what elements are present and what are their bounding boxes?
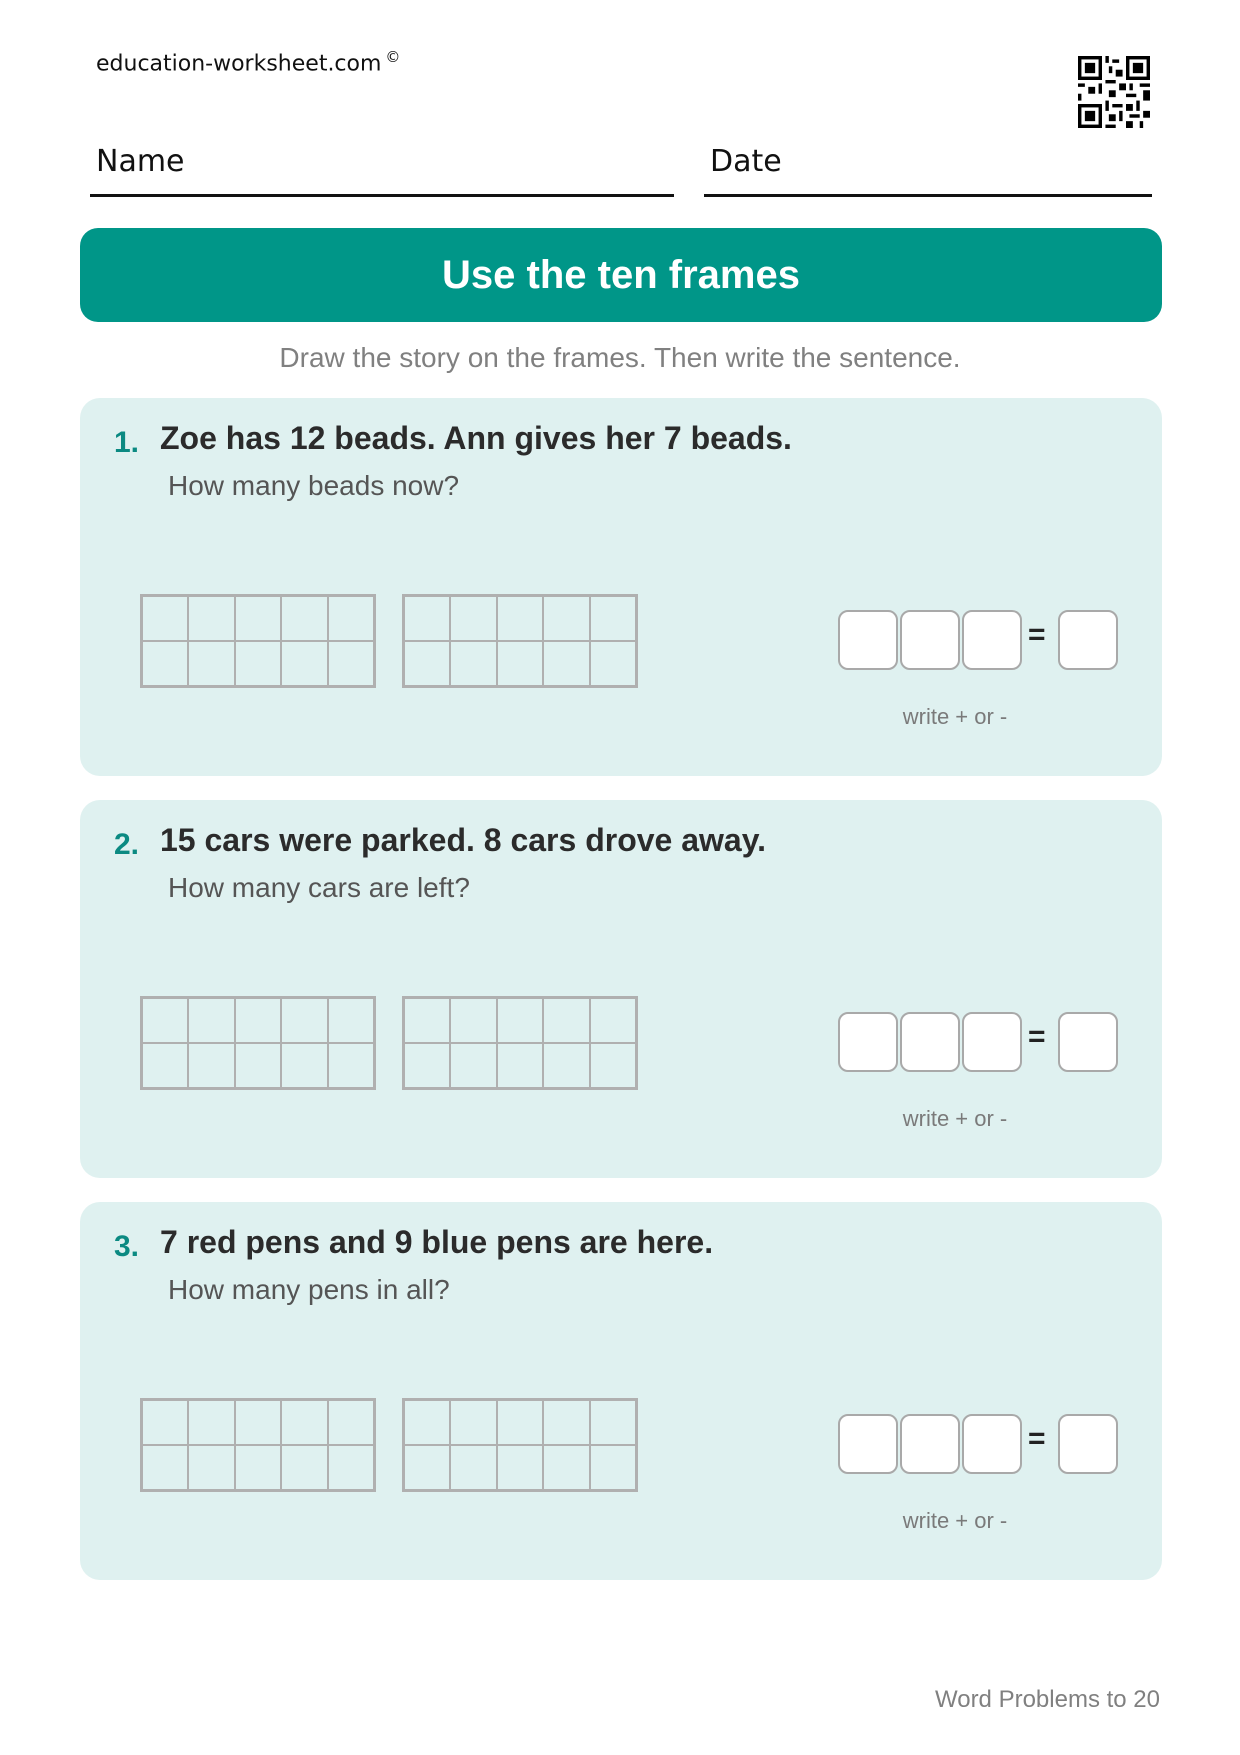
ten-frame-right[interactable] — [402, 594, 638, 688]
ten-frame-right[interactable] — [402, 996, 638, 1090]
ten-frame-cell[interactable] — [328, 596, 374, 641]
answer-box-operator[interactable] — [900, 1012, 960, 1072]
ten-frame-cell[interactable] — [142, 1400, 188, 1445]
copyright-mark: © — [385, 48, 401, 66]
problem-story: 15 cars were parked. 8 cars drove away. — [160, 822, 767, 858]
ten-frame-cell[interactable] — [235, 596, 281, 641]
title-banner — [80, 228, 1162, 322]
problem-question: How many cars are left? — [168, 872, 470, 903]
ten-frame-cell[interactable] — [188, 641, 234, 686]
ten-frame-cell[interactable] — [404, 998, 450, 1043]
problem-number: 3. — [114, 1230, 140, 1263]
ten-frame-cell[interactable] — [543, 641, 589, 686]
ten-frame-cell[interactable] — [281, 1400, 327, 1445]
ten-frame-cell[interactable] — [142, 998, 188, 1043]
ten-frame-cell[interactable] — [235, 1043, 281, 1088]
ten-frame-cell[interactable] — [590, 1043, 636, 1088]
answer-box-operator[interactable] — [900, 610, 960, 670]
problem-story: 7 red pens and 9 blue pens are here. — [160, 1224, 714, 1260]
ten-frame-cell[interactable] — [404, 1400, 450, 1445]
ten-frame-cell[interactable] — [497, 596, 543, 641]
ten-frame-cell[interactable] — [497, 1400, 543, 1445]
ten-frame-cell[interactable] — [543, 1043, 589, 1088]
ten-frame-cell[interactable] — [281, 998, 327, 1043]
answer-box-second-number[interactable] — [962, 1414, 1022, 1474]
date-label: Date — [710, 144, 782, 179]
operator-hint: write + or - — [902, 704, 1008, 729]
answer-box-operator[interactable] — [900, 1414, 960, 1474]
ten-frame-cell[interactable] — [450, 1400, 496, 1445]
ten-frame-cell[interactable] — [328, 641, 374, 686]
ten-frame-cell[interactable] — [497, 641, 543, 686]
date-field[interactable] — [704, 140, 1152, 197]
ten-frame-cell[interactable] — [450, 596, 496, 641]
problem-card — [80, 800, 1162, 1178]
problem-question: How many beads now? — [168, 470, 460, 501]
ten-frame-cell[interactable] — [450, 641, 496, 686]
answer-box-result[interactable] — [1058, 1012, 1118, 1072]
ten-frame-cell[interactable] — [142, 1445, 188, 1490]
answer-box-second-number[interactable] — [962, 610, 1022, 670]
ten-frame-cell[interactable] — [142, 641, 188, 686]
ten-frame-left[interactable] — [140, 996, 376, 1090]
ten-frame-cell[interactable] — [497, 1043, 543, 1088]
problem-number: 1. — [114, 426, 140, 459]
answer-box-first-number[interactable] — [838, 610, 898, 670]
ten-frame-cell[interactable] — [328, 1445, 374, 1490]
ten-frame-cell[interactable] — [142, 1043, 188, 1088]
problem-card — [80, 398, 1162, 776]
ten-frame-cell[interactable] — [188, 1445, 234, 1490]
ten-frame-right[interactable] — [402, 1398, 638, 1492]
ten-frame-cell[interactable] — [188, 1043, 234, 1088]
ten-frame-left[interactable] — [140, 1398, 376, 1492]
ten-frame-cell[interactable] — [142, 596, 188, 641]
ten-frame-cell[interactable] — [235, 1445, 281, 1490]
ten-frame-cell[interactable] — [590, 998, 636, 1043]
ten-frame-cell[interactable] — [188, 998, 234, 1043]
ten-frame-cell[interactable] — [404, 641, 450, 686]
ten-frame-cell[interactable] — [404, 1445, 450, 1490]
operator-hint: write + or - — [902, 1106, 1008, 1131]
ten-frame-cell[interactable] — [590, 641, 636, 686]
instructions: Draw the story on the frames. Then write the sentence. — [279, 342, 961, 373]
problem-card — [80, 1202, 1162, 1580]
problem-number: 2. — [114, 828, 140, 861]
page-title: Use the ten frames — [442, 252, 800, 297]
ten-frame-cell[interactable] — [188, 1400, 234, 1445]
ten-frame-cell[interactable] — [235, 998, 281, 1043]
ten-frame-cell[interactable] — [590, 1445, 636, 1490]
equals-sign: = — [1028, 618, 1046, 651]
ten-frame-cell[interactable] — [450, 998, 496, 1043]
ten-frame-cell[interactable] — [281, 1043, 327, 1088]
ten-frame-left[interactable] — [140, 594, 376, 688]
ten-frame-cell[interactable] — [450, 1445, 496, 1490]
ten-frame-cell[interactable] — [497, 1445, 543, 1490]
ten-frame-cell[interactable] — [328, 1400, 374, 1445]
footer-label: Word Problems to 20 — [935, 1686, 1160, 1713]
answer-box-result[interactable] — [1058, 1414, 1118, 1474]
ten-frame-cell[interactable] — [281, 1445, 327, 1490]
problem-story: Zoe has 12 beads. Ann gives her 7 beads. — [160, 420, 792, 456]
ten-frame-cell[interactable] — [328, 1043, 374, 1088]
ten-frame-cell[interactable] — [590, 1400, 636, 1445]
answer-box-first-number[interactable] — [838, 1012, 898, 1072]
ten-frame-cell[interactable] — [543, 1400, 589, 1445]
ten-frame-cell[interactable] — [281, 596, 327, 641]
answer-box-first-number[interactable] — [838, 1414, 898, 1474]
operator-hint: write + or - — [902, 1508, 1008, 1533]
name-label: Name — [96, 144, 185, 179]
ten-frame-cell[interactable] — [497, 998, 543, 1043]
ten-frame-cell[interactable] — [404, 1043, 450, 1088]
qr-code-icon — [1078, 56, 1150, 128]
ten-frame-cell[interactable] — [281, 641, 327, 686]
site-name-text: education-worksheet.com — [96, 51, 382, 77]
ten-frame-cell[interactable] — [543, 998, 589, 1043]
ten-frame-cell[interactable] — [188, 596, 234, 641]
ten-frame-cell[interactable] — [590, 596, 636, 641]
answer-box-result[interactable] — [1058, 610, 1118, 670]
problem-question: How many pens in all? — [168, 1274, 450, 1305]
site-name — [96, 48, 400, 76]
ten-frame-cell[interactable] — [543, 596, 589, 641]
ten-frame-cell[interactable] — [543, 1445, 589, 1490]
ten-frame-cell[interactable] — [404, 596, 450, 641]
ten-frame-cell[interactable] — [235, 641, 281, 686]
ten-frame-cell[interactable] — [450, 1043, 496, 1088]
equals-sign: = — [1028, 1020, 1046, 1053]
ten-frame-cell[interactable] — [235, 1400, 281, 1445]
equals-sign: = — [1028, 1422, 1046, 1455]
name-field[interactable] — [90, 140, 674, 197]
answer-box-second-number[interactable] — [962, 1012, 1022, 1072]
ten-frame-cell[interactable] — [328, 998, 374, 1043]
